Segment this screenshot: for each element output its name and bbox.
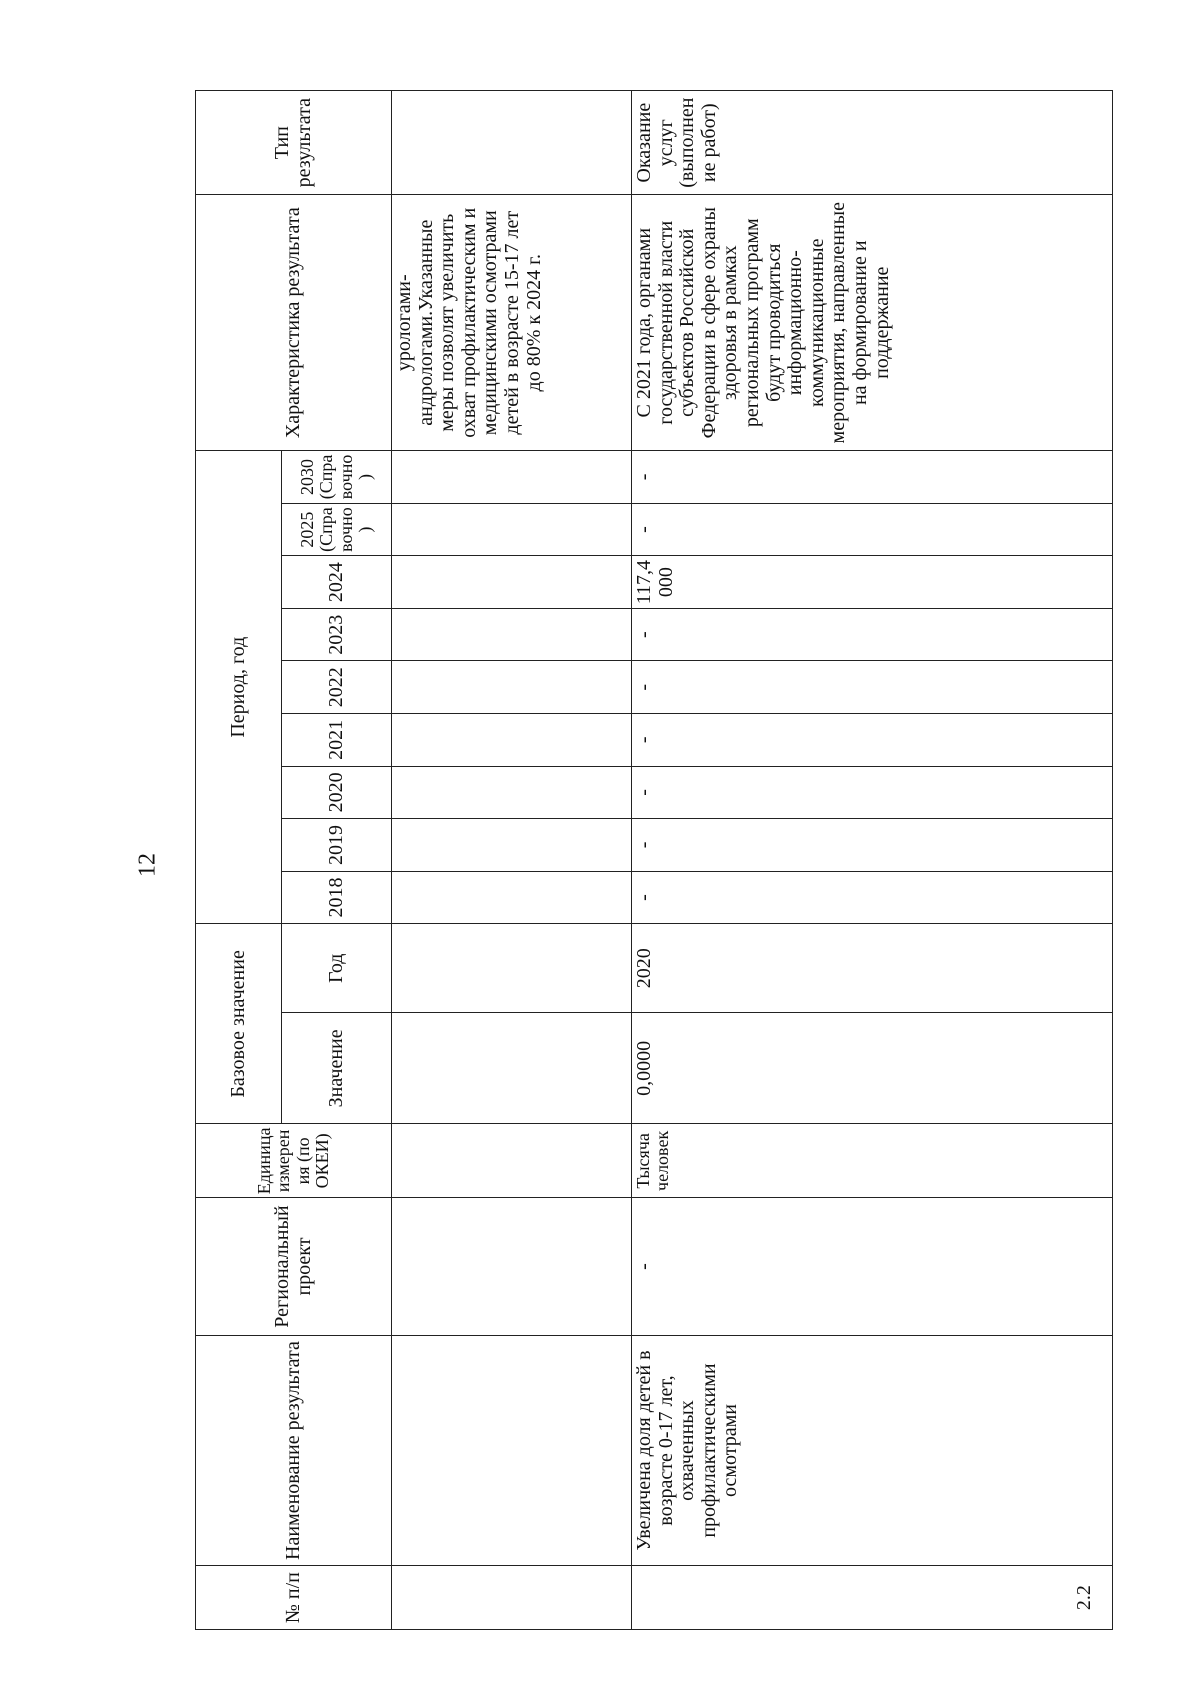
cell-empty bbox=[392, 924, 632, 1013]
header-base-value: Значение bbox=[282, 1013, 392, 1124]
cell-base-value: 0,0000 bbox=[632, 1013, 1113, 1124]
results-table bbox=[195, 90, 1113, 1630]
table-row bbox=[632, 91, 1113, 1630]
cell-empty bbox=[392, 714, 632, 767]
cell-empty bbox=[392, 1566, 632, 1630]
cell-empty bbox=[392, 819, 632, 872]
cell-empty bbox=[392, 661, 632, 714]
cell-characteristic-continued: урологами-андрологами.Указанные меры позволят увеличить охват профилактическим и медицинскими осмотрами детей в возрасте 15-17 лет до 80% к 2024 г. bbox=[392, 195, 632, 451]
cell-value: - bbox=[632, 608, 1113, 661]
cell-characteristic bbox=[632, 195, 1113, 451]
header-characteristic: Характеристика результата bbox=[196, 195, 392, 451]
cell-unit: Тысяча человек bbox=[632, 1124, 1113, 1198]
header-unit: Единица измерения (по ОКЕИ) bbox=[196, 1124, 392, 1198]
cell-empty bbox=[392, 1198, 632, 1336]
cell-empty bbox=[392, 766, 632, 819]
cell-empty bbox=[392, 91, 632, 195]
cell-num: 2.2 bbox=[632, 1566, 1113, 1630]
header-type: Тип результата bbox=[196, 91, 392, 195]
header-year-reference: 2030 (Справочно) bbox=[282, 451, 392, 504]
header-year: 2018 bbox=[282, 871, 392, 924]
header-base: Базовое значение bbox=[196, 924, 282, 1124]
cell-empty bbox=[392, 1124, 632, 1198]
header-num: № п/п bbox=[196, 1566, 392, 1630]
header-year: 2019 bbox=[282, 819, 392, 872]
cell-empty bbox=[392, 556, 632, 609]
cell-value: - bbox=[632, 503, 1113, 556]
cell-empty bbox=[392, 503, 632, 556]
cell-empty bbox=[392, 608, 632, 661]
rotated-table-sheet bbox=[195, 90, 1113, 1630]
header-year: 2024 bbox=[282, 556, 392, 609]
cell-type: Оказание услуг (выполнение работ) bbox=[632, 91, 1113, 195]
cell-project: - bbox=[632, 1198, 1113, 1336]
cell-value: 117,4000 bbox=[632, 556, 1113, 609]
header-base-year: Год bbox=[282, 924, 392, 1013]
cell-value: - bbox=[632, 766, 1113, 819]
cell-empty bbox=[392, 1013, 632, 1124]
cell-value: - bbox=[632, 714, 1113, 767]
cell-name: Увеличена доля детей в возрасте 0-17 лет, охваченных профилактическими осмотрами bbox=[632, 1335, 1113, 1566]
continuation-row bbox=[392, 91, 632, 1630]
cell-value: - bbox=[632, 871, 1113, 924]
cell-value: - bbox=[632, 819, 1113, 872]
cell-value: - bbox=[632, 451, 1113, 504]
characteristic-text: С 2021 года, органами государственной власти субъектов Российской Федерации в сфере охраны здоровья в рамках региональных программ будут проводиться информационно-коммуникационные мероприятия, направленные на формирование и поддержание bbox=[633, 202, 893, 444]
header-period: Период, год bbox=[196, 451, 282, 924]
cell-base-year: 2020 bbox=[632, 924, 1113, 1013]
cell-empty bbox=[392, 871, 632, 924]
page-number: 12 bbox=[134, 853, 161, 877]
cell-empty bbox=[392, 1335, 632, 1566]
cell-value: - bbox=[632, 661, 1113, 714]
header-year: 2021 bbox=[282, 714, 392, 767]
header-year: 2020 bbox=[282, 766, 392, 819]
header-year: 2022 bbox=[282, 661, 392, 714]
header-year-reference: 2025 (Справочно) bbox=[282, 503, 392, 556]
cell-empty bbox=[392, 451, 632, 504]
header-project: Региональный проект bbox=[196, 1198, 392, 1336]
header-year: 2023 bbox=[282, 608, 392, 661]
header-name: Наименование результата bbox=[196, 1335, 392, 1566]
